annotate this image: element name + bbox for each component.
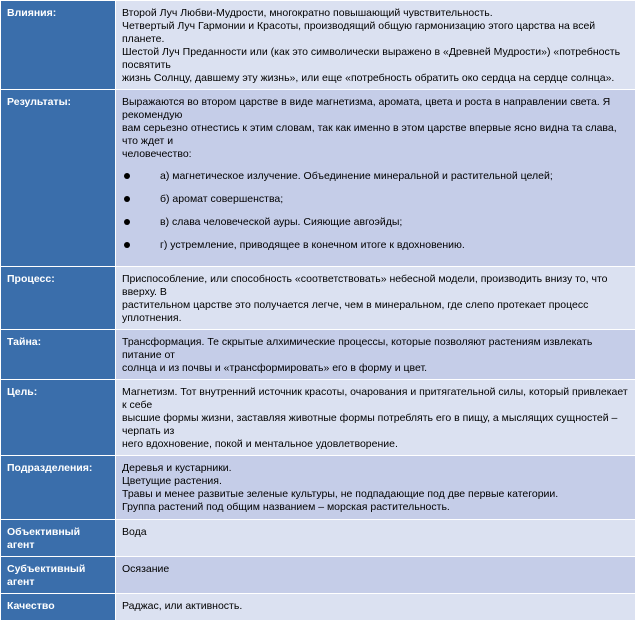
table-row-mystery [1, 330, 636, 380]
list-item [122, 216, 629, 239]
row-value [116, 90, 636, 267]
text-line: Второй Луч Любви-Мудрости, многократно повышающий чувствительность. [122, 7, 493, 19]
table-row-results [1, 90, 636, 267]
row-value [116, 594, 636, 621]
text-line: Выражаются во втором царстве в виде магнетизма, аромата, цвета и роста в направлении света. Я рекомендую [122, 96, 611, 121]
row-label: Подразделения: [1, 456, 116, 520]
row-label: Процесс: [1, 267, 116, 330]
bullet-icon [124, 173, 130, 179]
text-line: Травы и менее развитые зеленые культуры, не подпадающие под две первые категории. [122, 488, 559, 500]
text-line: Деревья и кустарники. [122, 462, 232, 474]
table-row-goal [1, 380, 636, 456]
text-line: Трансформация. Те скрытые алхимические процессы, которые позволяют растениям извлекать питание от [122, 336, 593, 361]
bullet-icon [124, 219, 130, 225]
text-line: высшие формы жизни, заставляя животные формы потреблять его в пищу, а мыслящих сущностей – черпать из [122, 412, 618, 437]
text-line: Шестой Луч Преданности или (как это символически выражено в «Древней Мудрости») «потребность посвятить [122, 46, 621, 71]
text-line: Группа растений под общим названием – морская растительность. [122, 501, 450, 513]
text-line: растительном царстве это получается легче, чем в минеральном, где слепо протекает процесс уплотнения. [122, 299, 589, 324]
text-line: Раджас, или активность. [122, 600, 243, 612]
table-row-objective-agent [1, 520, 636, 557]
text-line: него вдохновение, покой и ментальное удовлетворение. [122, 438, 398, 450]
row-value [116, 1, 636, 90]
row-value [116, 330, 636, 380]
list-item [122, 170, 629, 193]
bullet-icon [124, 242, 130, 248]
table-row-subdivisions [1, 456, 636, 520]
list-item-text: б) аромат совершенства; [160, 193, 284, 205]
row-label: Цель: [1, 380, 116, 456]
row-label: Тайна: [1, 330, 116, 380]
row-value [116, 267, 636, 330]
text-line: Цветущие растения. [122, 475, 222, 487]
table-row-process [1, 267, 636, 330]
bullet-icon [124, 196, 130, 202]
text-line: Вода [122, 526, 147, 538]
text-line: Осязание [122, 563, 170, 575]
list-item-text: а) магнетическое излучение. Объединение минеральной и растительной целей; [160, 170, 553, 182]
list-item-text: г) устремление, приводящее в конечном итоге к вдохновению. [160, 239, 465, 251]
row-label: Качество [1, 594, 116, 621]
list-item [122, 239, 629, 262]
text-line: человечество: [122, 148, 192, 160]
row-value [116, 380, 636, 456]
row-value [116, 557, 636, 594]
text-line: Четвертый Луч Гармонии и Красоты, производящий общую гармонизацию этого царства на всей планете. [122, 20, 596, 45]
row-label: Влияния: [1, 1, 116, 90]
row-label: Результаты: [1, 90, 116, 267]
list-item [122, 193, 629, 216]
row-label: Субъективный агент [1, 557, 116, 594]
bullet-list [122, 170, 629, 262]
table-row-quality [1, 594, 636, 621]
table-row-influences [1, 1, 636, 90]
text-line: солнца и из почвы и «трансформировать» его в форму и цвет. [122, 362, 428, 374]
text-line: Приспособление, или способность «соответствовать» небесной модели, производить внизу то, что вверху. В [122, 273, 608, 298]
text-line: жизнь Солнцу, давшему эту жизнь», или еще «потребность обратить око сердца на сердце солнца». [122, 72, 615, 84]
text-line: Магнетизм. Тот внутренний источник красоты, очарования и притягательной силы, который привлекает к себе [122, 386, 628, 411]
row-label: Объективный агент [1, 520, 116, 557]
text-line: вам серьезно отнестись к этим словам, так как именно в этом царстве впервые ясно видна та слава, что ждет и [122, 122, 617, 147]
row-value [116, 456, 636, 520]
list-item-text: в) слава человеческой ауры. Сияющие авгоэйды; [160, 216, 403, 228]
table-row-subjective-agent [1, 557, 636, 594]
row-value [116, 520, 636, 557]
